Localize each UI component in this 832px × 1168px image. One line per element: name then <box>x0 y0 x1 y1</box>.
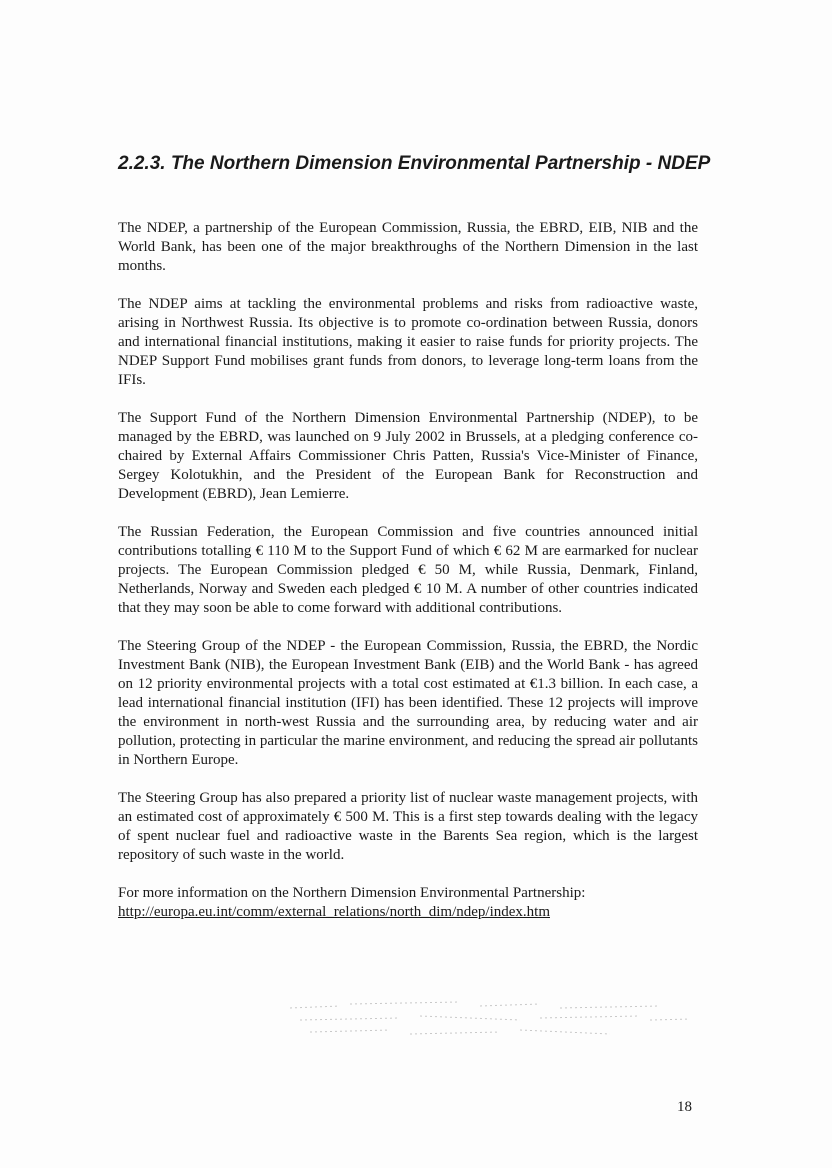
paragraph-ndep-aims: The NDEP aims at tackling the environmental problems and risks from radioactive waste, arising in Northwest Russia. Its objective is to promote co-ordination between Russia, donors and international financial institutions, making it easier to raise funds for priority projects. The NDEP Support Fund mobilises grant funds from donors, to leverage long-term loans from the IFIs. <box>118 296 698 388</box>
paragraph-ndep-intro: The NDEP, a partnership of the European Commission, Russia, the EBRD, EIB, NIB and the World Bank, has been one of the major breakthroughs of the Northern Dimension in the last months. <box>118 220 698 274</box>
more-info <box>118 884 698 922</box>
body-text <box>118 219 698 941</box>
paragraph-contributions: The Russian Federation, the European Commission and five countries announced initial contributions totalling € 110 M to the Support Fund of which € 62 M are earmarked for nuclear projects. The European Commission pledged € 50 M, while Russia, Denmark, Finland, Netherlands, Norway and Sweden each pledged € 10 M. A number of other countries indicated that they may soon be able to come forward with additional contributions. <box>118 524 698 616</box>
paragraph-support-fund: The Support Fund of the Northern Dimension Environmental Partnership (NDEP), to be managed by the EBRD, was launched on 9 July 2002 in Brussels, at a pledging conference co-chaired by External Affairs Commissioner Chris Patten, Russia's Vice-Minister of Finance, Sergey Kolotukhin, and the President of the European Bank for Reconstruction and Development (EBRD), Jean Lemierre. <box>118 410 698 502</box>
more-info-text: For more information on the Northern Dimension Environmental Partnership: <box>118 885 586 901</box>
paragraph-steering-group: The Steering Group of the NDEP - the European Commission, Russia, the EBRD, the Nordic Investment Bank (NIB), the European Investment Bank (EIB) and the World Bank - has agreed on 12 priority environmental projects with a total cost estimated at €1.3 billion. In each case, a lead international financial institution (IFI) has been identified. These 12 projects will improve the environment in north-west Russia and the surrounding area, by reducing water and air pollution, protecting in particular the marine environment, and reducing the spread air pollutants in Northern Europe. <box>118 638 698 768</box>
paragraph-nuclear-waste: The Steering Group has also prepared a priority list of nuclear waste management projects, with an estimated cost of approximately € 500 M. This is a first step towards dealing with the legacy of spent nuclear fuel and radioactive waste in the Barents Sea region, which is the largest repository of such waste in the world. <box>118 790 698 863</box>
more-info-link[interactable]: http://europa.eu.int/comm/external_relations/north_dim/ndep/index.htm <box>118 904 550 920</box>
page-number: 18 <box>677 1099 692 1115</box>
scan-artifact <box>280 996 700 1046</box>
section-heading: 2.2.3. The Northern Dimension Environmental Partnership - NDEP <box>118 153 711 174</box>
